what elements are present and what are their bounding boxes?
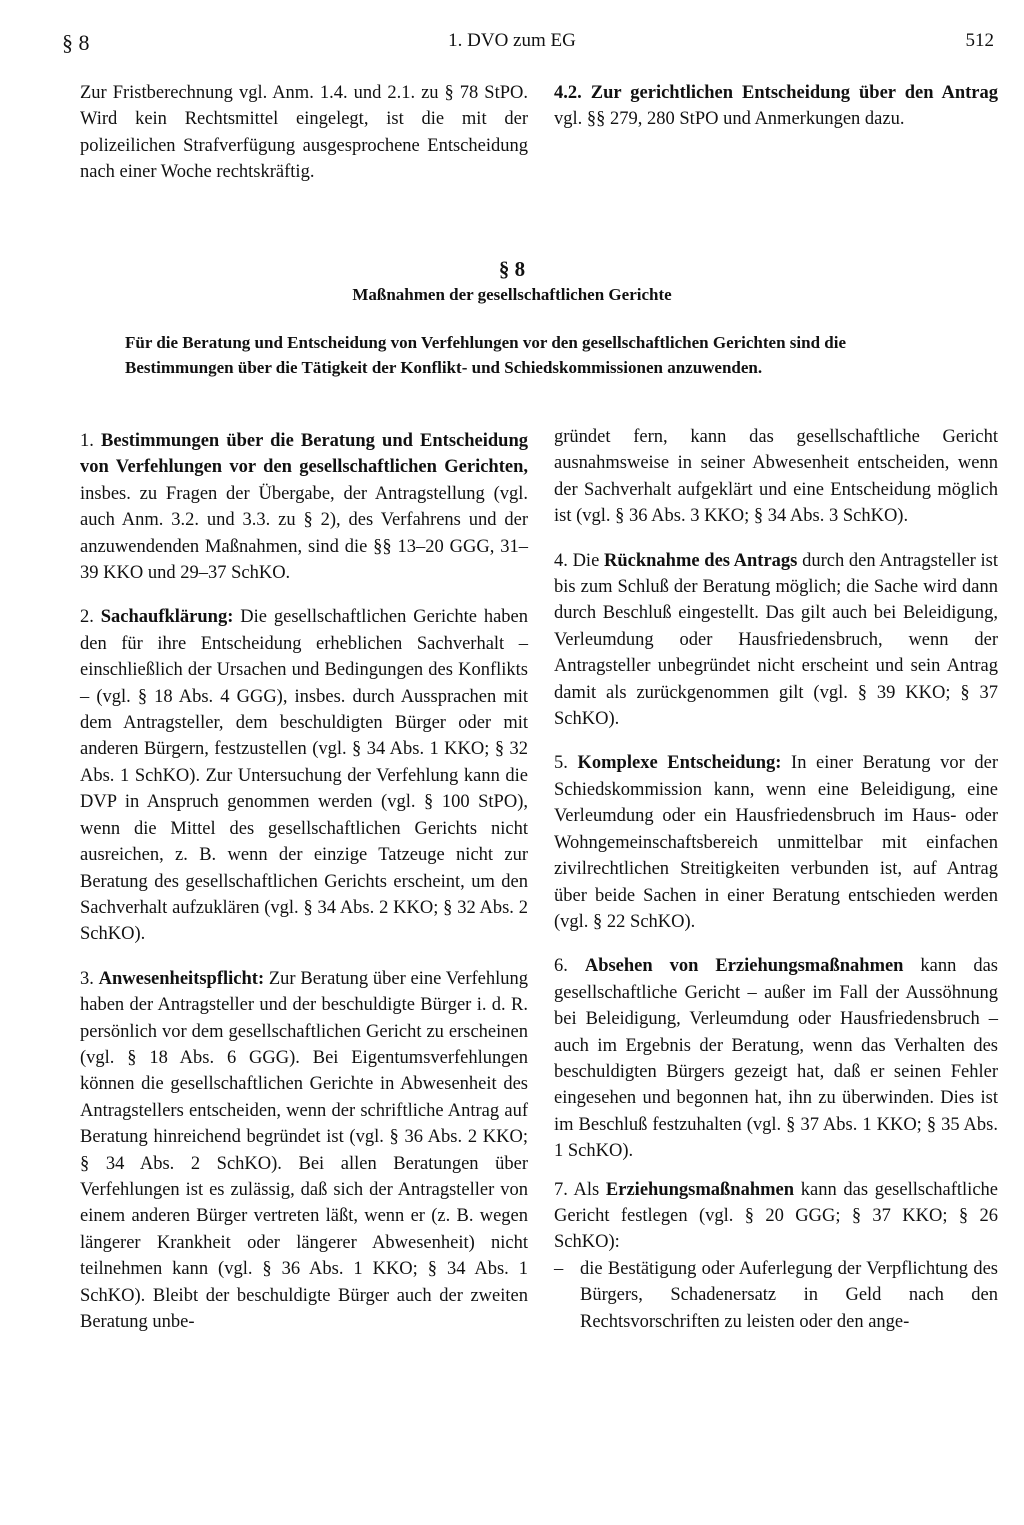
annotation-4-2-text: vgl. §§ 279, 280 StPO und Anmerkungen dazu. [554, 109, 905, 130]
top-left-paragraph [80, 80, 528, 186]
section-lead-text: Für die Beratung und Entscheidung von Verfehlungen vor den gesellschaftlichen Gerichten sind die Bestimmungen über die Tätigkeit der Konflikt- und Schiedskommissionen anzuwenden. [125, 333, 847, 377]
right-column [554, 424, 998, 1335]
section-heading [0, 254, 1024, 306]
section-title: Maßnahmen der gesellschaftlichen Gerichte [352, 285, 672, 304]
header-section-mark: § 8 [62, 30, 90, 55]
annotation-4: 4. Die Rücknahme des Antrags durch den Antragsteller ist bis zum Schluß der Beratung möglich; die Sache wird dann durch Beschluß eingestellt. Das gilt auch bei Beleidigung, Verleumdung oder Hausfriedensbruch, wenn der Antragsteller unbegründet nicht erscheint und sein Antrag damit als zurückgenommen gilt (vgl. § 39 KKO; § 37 SchKO). [554, 550, 999, 730]
dash-bullet: – [554, 1258, 564, 1279]
list-item-text: die Bestätigung oder Auferlegung der Verpflichtung des Bürgers, Schadenersatz in Geld nach den Rechtsvorschriften zu leisten oder den ange- [580, 1258, 998, 1332]
annotation-7: 7. Als Erziehungsmaßnahmen kann das gesellschaftliche Gericht festlegen (vgl. § 20 GGG; § 37 KKO; § 26 SchKO): [554, 1179, 998, 1253]
left-column [80, 428, 528, 1335]
annotation-5: 5. Komplexe Entscheidung: In einer Beratung vor der Schiedskommission kann, wenn eine Beleidigung, eine Verleumdung oder ein Hausfriedensbruch im Haus- oder Wohngemeinschaftsbereich unmittelbar mit einfachen zivilrechtlichen Streitigkeiten verbunden ist, auf Antrag über beide Sachen in einer Beratung entschieden werden (vgl. § 22 SchKO). [554, 753, 998, 932]
annotation-1: 1. Bestimmungen über die Beratung und Entscheidung von Verfehlungen vor den gesellschaftlichen Gerichten, insbes. zu Fragen der Übergabe, der Antragstellung (vgl. auch Anm. 3.2. und 3.3. zu § 2), des Verfahrens und der anzuwendenden Maßnahmen, sind die §§ 13–20 GGG, 31–39 KKO und 29–37 SchKO. [80, 431, 529, 584]
annotation-4-2-label: 4.2. Zur gerichtlichen Entscheidung über den Antrag [554, 83, 998, 103]
annotation-3-continued: gründet fern, kann das gesellschaftliche Gericht ausnahmsweise in seiner Abwesenheit entscheiden, wenn der Sachverhalt aufgeklärt und eine Entscheidung möglich ist (vgl. § 36 Abs. 3 KKO; § 34 Abs. 3 SchKO). [554, 427, 998, 527]
page-number: 512 [965, 30, 994, 51]
list-item [554, 1256, 998, 1335]
annotation-2: 2. Sachaufklärung: Die gesellschaftlichen Gerichte haben den für ihre Entscheidung erheblichen Sachverhalt – einschließlich der Ursachen und Bedingungen des Konflikts – (vgl. § 18 Abs. 4 GGG), insbes. durch Aussprachen mit dem Antragsteller, dem beschuldigten Bürger oder mit anderen Bürgern, festzustellen (vgl. § 34 Abs. 1 KKO; § 32 Abs. 1 SchKO). Zur Untersuchung der Verfehlung kann die DVP in Anspruch genommen werden (vgl. § 100 StPO), wenn die Mittel des gesellschaftlichen Gerichts nicht ausreichen, z. B. wenn der einzige Tatzeuge nicht zur Beratung des gesellschaftlichen Gerichts erscheint, um den Sachverhalt aufzuklären (vgl. § 34 Abs. 2 KKO; § 32 Abs. 2 SchKO). [80, 607, 529, 945]
section-number: § 8 [498, 257, 526, 281]
fristberechnung-text: Zur Fristberechnung vgl. Anm. 1.4. und 2.1. zu § 78 StPO. Wird kein Rechtsmittel eingelegt, ist die mit der polizeilichen Strafverfügung ausgesprochene Entscheidung nach einer Woche rechtskräftig. [80, 83, 528, 183]
top-right-paragraph [554, 80, 998, 133]
header-title: 1. DVO zum EG [448, 30, 576, 51]
annotation-3: 3. Anwesenheitspflicht: Zur Beratung über eine Verfehlung haben der Antragsteller und der beschuldigte Bürger i. d. R. persönlich vor dem gesellschaftlichen Gericht zu erscheinen (vgl. § 18 Abs. 6 GGG). Bei Eigentumsverfehlungen können die gesellschaftlichen Gerichte in Abwesenheit des Antragstellers entscheiden, wenn der schriftliche Antrag auf Beratung hinreichend begründet ist (vgl. § 36 Abs. 2 KKO; § 34 Abs. 2 SchKO). Bei allen Beratungen über Verfehlungen ist es zulässig, daß sich der Antragsteller von einem anderen Bürger vertreten läßt, wenn er (z. B. wegen längerer Krankheit oder längerer Abwesenheit) nicht teilnehmen kann (vgl. § 36 Abs. 1 KKO; § 34 Abs. 1 SchKO). Bleibt der beschuldigte Bürger auch der zweiten Beratung unbe- [80, 968, 528, 1332]
annotation-6: 6. Absehen von Erziehungsmaßnahmen kann das gesellschaftliche Gericht – außer im Fall der Aussöhnung bei Beleidigung, Verleumdung oder Hausfriedensbruch – auch im Ergebnis der Beratung, wenn das Verhalten des beschuldigten Bürgers gezeigt hat, daß er seinen Fehler eingesehen und begonnen hat, ihn zu überwinden. Dies ist im Beschluß festzuhalten (vgl. § 37 Abs. 1 KKO; § 35 Abs. 1 SchKO). [554, 956, 998, 1162]
